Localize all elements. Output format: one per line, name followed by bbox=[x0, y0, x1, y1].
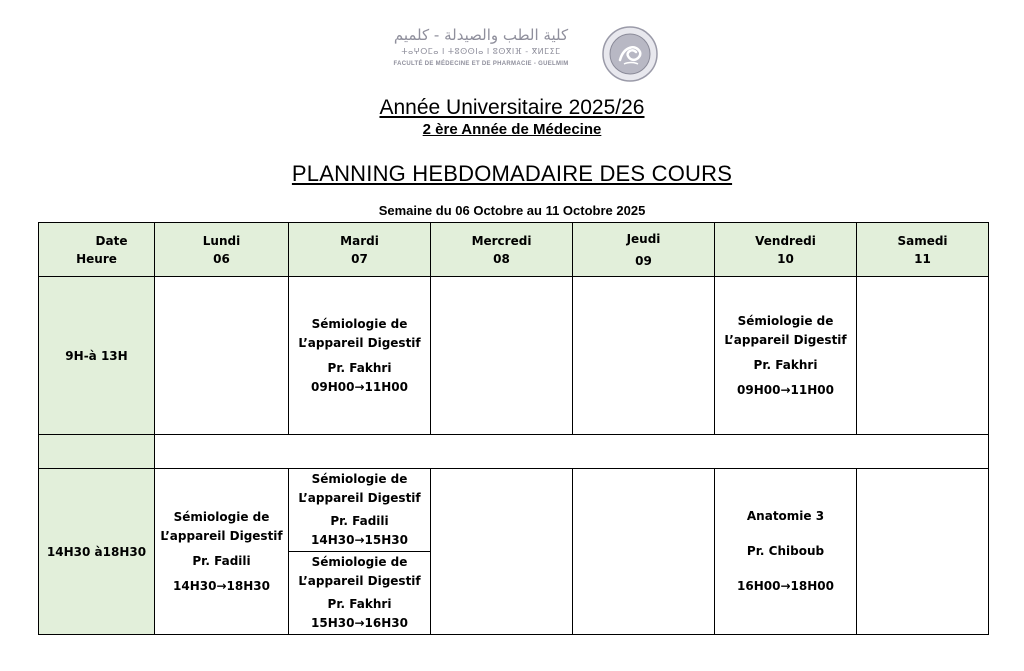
study-level: 2 ère Année de Médecine bbox=[422, 121, 602, 138]
time-range: 15H30→16H30 bbox=[311, 616, 408, 630]
corner-date: Date bbox=[95, 233, 128, 248]
break-row bbox=[39, 435, 989, 469]
day-header-mercredi bbox=[431, 223, 573, 277]
course-cell-vendredi-afternoon bbox=[715, 469, 857, 635]
break-label-cell bbox=[39, 435, 155, 469]
afternoon-label: 14H30 à18H30 bbox=[39, 469, 155, 635]
empty-cell bbox=[573, 277, 715, 435]
professor: Pr. Fakhri bbox=[327, 360, 392, 375]
course-name-line: Sémiologie de bbox=[311, 472, 408, 486]
time-range: 09H00→11H00 bbox=[311, 379, 408, 394]
course-name-line: Sémiologie de bbox=[173, 509, 270, 524]
logo-tifinagh-text: ⵜⴰⵖⵔⵎⴰ ⵏ ⵜⵓⵙⵙⵏⴰ ⵏ ⵓⵙⴳⵏⴼ - ⴳⵍⵎⵉⵎ bbox=[401, 47, 561, 56]
logo-french-text: FACULTÉ DE MÉDECINE ET DE PHARMACIE - GUELMIM bbox=[393, 61, 569, 67]
day-date: 10 bbox=[777, 251, 794, 266]
professor: Pr. Fakhri bbox=[753, 357, 818, 372]
day-header-jeudi bbox=[573, 223, 715, 277]
day-name: Lundi bbox=[202, 233, 241, 248]
day-date: 11 bbox=[914, 251, 931, 266]
week-range: Semaine du 06 Octobre au 11 Octobre 2025 bbox=[378, 203, 646, 218]
day-name: Vendredi bbox=[755, 233, 816, 248]
course-name-line: Anatomie 3 bbox=[746, 509, 825, 523]
course-slot-mardi-1 bbox=[289, 469, 430, 551]
day-header-samedi bbox=[857, 223, 989, 277]
professor: Pr. Fadili bbox=[192, 553, 251, 568]
empty-cell bbox=[857, 277, 989, 435]
break-cell bbox=[155, 435, 989, 469]
day-date: 09 bbox=[635, 253, 652, 268]
time-range: 16H00→18H00 bbox=[737, 579, 834, 593]
course-name-line: L’appareil Digestif bbox=[298, 335, 421, 350]
afternoon-row bbox=[39, 469, 989, 635]
logo-arabic-text: كلية الطب والصيدلة - كلميم bbox=[393, 26, 569, 44]
table-header-row bbox=[39, 223, 989, 277]
course-name-line: L’appareil Digestif bbox=[298, 574, 421, 588]
course-cell-mardi-morning bbox=[289, 277, 431, 435]
faculty-seal-icon bbox=[602, 26, 658, 82]
day-name: Jeudi bbox=[626, 231, 661, 246]
day-date: 08 bbox=[493, 251, 510, 266]
schedule-table bbox=[38, 222, 989, 635]
course-name-line: L’appareil Digestif bbox=[724, 332, 847, 347]
empty-cell bbox=[431, 469, 573, 635]
day-date: 07 bbox=[351, 251, 368, 266]
course-name-line: Sémiologie de bbox=[737, 313, 834, 328]
course-cell-mardi-afternoon bbox=[289, 469, 431, 635]
day-header-vendredi bbox=[715, 223, 857, 277]
day-name: Samedi bbox=[897, 233, 948, 248]
empty-cell bbox=[573, 469, 715, 635]
professor: Pr. Fadili bbox=[330, 514, 389, 528]
course-name-line: Sémiologie de bbox=[311, 316, 408, 331]
day-header-mardi bbox=[289, 223, 431, 277]
day-header-lundi bbox=[155, 223, 289, 277]
day-name: Mardi bbox=[340, 233, 379, 248]
morning-row bbox=[39, 277, 989, 435]
course-cell-vendredi-morning bbox=[715, 277, 857, 435]
day-name: Mercredi bbox=[471, 233, 532, 248]
morning-label: 9H-à 13H bbox=[39, 277, 155, 435]
time-range: 09H00→11H00 bbox=[737, 382, 834, 397]
day-date: 06 bbox=[213, 251, 230, 266]
professor: Pr. Chiboub bbox=[746, 544, 825, 558]
empty-cell bbox=[857, 469, 989, 635]
course-cell-lundi-afternoon bbox=[155, 469, 289, 635]
corner-heure: Heure bbox=[76, 251, 117, 266]
page-title: PLANNING HEBDOMADAIRE DES COURS bbox=[291, 161, 733, 186]
empty-cell bbox=[155, 277, 289, 435]
empty-cell bbox=[431, 277, 573, 435]
professor: Pr. Fakhri bbox=[327, 597, 392, 611]
time-range: 14H30→15H30 bbox=[311, 533, 408, 547]
academic-year: Année Universitaire 2025/26 bbox=[379, 96, 645, 119]
corner-cell bbox=[39, 223, 155, 277]
course-slot-mardi-2 bbox=[289, 551, 430, 634]
course-name-line: L’appareil Digestif bbox=[298, 491, 421, 505]
course-name-line: L’appareil Digestif bbox=[160, 528, 283, 543]
course-name-line: Sémiologie de bbox=[311, 555, 408, 569]
faculty-logo bbox=[362, 26, 662, 90]
time-range: 14H30→18H30 bbox=[173, 578, 270, 593]
